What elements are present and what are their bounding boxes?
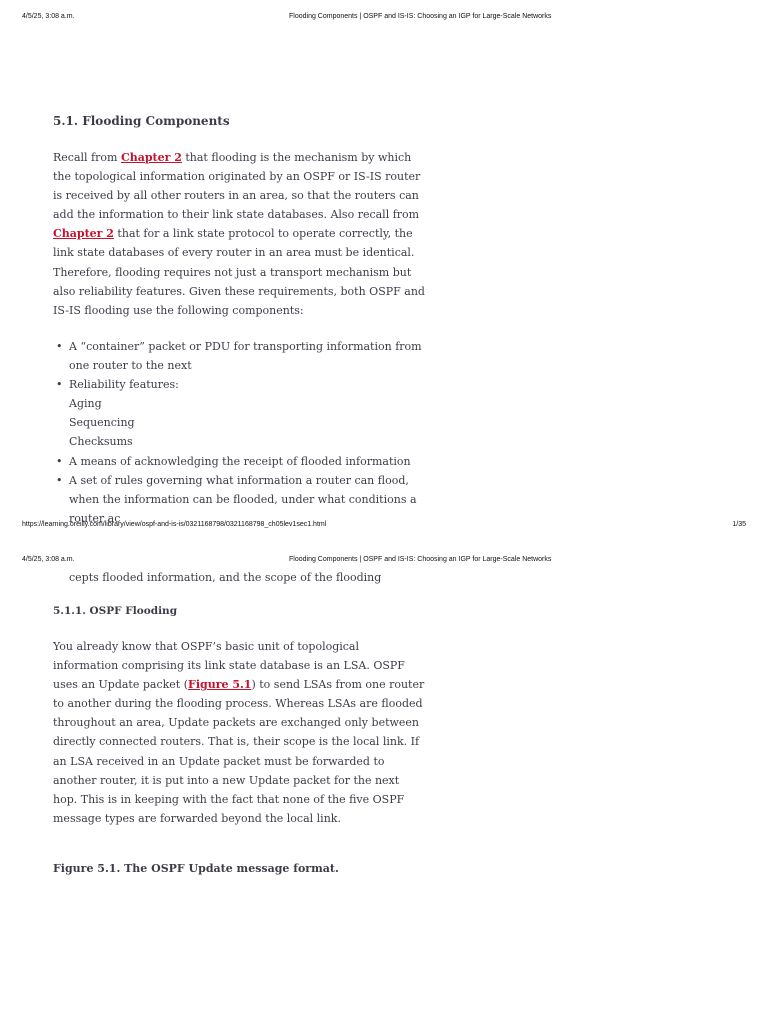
list-item-text: A set of rules governing what information a router can flood, when the information can be flooded, under what conditions a router ac (69, 473, 417, 525)
list-item: • A set of rules governing what information a router can flood, when the information can be flooded, under what conditions a router ac (56, 473, 417, 525)
print-page-title: Flooding Components | OSPF and IS-IS: Choosing an IGP for Large-Scale Networks (289, 556, 552, 563)
intro-paragraph (53, 148, 425, 320)
sub-item-sequencing: Sequencing (69, 416, 135, 430)
list-item: • A means of acknowledging the receipt of flooded information (56, 454, 411, 468)
print-page-title: Flooding Components | OSPF and IS-IS: Choosing an IGP for Large-Scale Networks (289, 13, 552, 20)
list-item-text: A means of acknowledging the receipt of flooded information (69, 454, 411, 468)
chapter-2-link-2[interactable]: Chapter 2 (53, 227, 114, 241)
sub-item-checksums: Checksums (69, 435, 133, 449)
section-title: 5.1. Flooding Components (53, 114, 230, 128)
figure-caption: Figure 5.1. The OSPF Update message format. (53, 862, 339, 875)
print-datetime: 4/5/25, 3:08 a.m. (22, 556, 75, 563)
list-item-continuation: cepts flooded information, and the scope of the flooding (69, 571, 382, 584)
intro-text-3: that for a link state protocol to operate correctly, the link state databases of every router in an area must be identical. Therefore, flooding requires not just a transport mechanism but also reliability features. Given these requirements, both OSPF and IS-IS flooding use the following components: (53, 227, 425, 317)
para-text-1: You already know that OSPF’s basic unit of topological information comprising its link state database is an LSA. OSPF uses an Update packet ( (53, 640, 405, 692)
chapter-2-link[interactable]: Chapter 2 (120, 151, 182, 164)
sub-item-aging: Aging (69, 397, 102, 411)
figure-5-1-link[interactable]: Figure 5.1 (188, 678, 252, 692)
print-header (0, 13, 768, 25)
list-item: • Reliability features: Aging Sequencing Checksums (53, 375, 425, 451)
list-item-text: A “container” packet or PDU for transporting information from one router to the next (69, 340, 422, 373)
print-footer (0, 521, 768, 533)
list-item: • A “container” packet or PDU for transporting information from one router to the next (56, 340, 422, 373)
print-url: https://learning.oreilly.com/library/view/ospf-and-is-is/0321168798/0321168798_ch05lev1sec1.html (22, 521, 327, 528)
intro-text-1: Recall from (53, 151, 121, 164)
intro-text-2: that flooding is the mechanism by which the topological information originated by an OSPF or IS-IS router is received by all other routers in an area, so that the routers can add the information to their link state databases. Also recall from (53, 151, 421, 222)
ospf-flooding-paragraph (53, 637, 425, 828)
list-item-text: Reliability features: (69, 378, 179, 392)
print-header-2 (0, 556, 768, 568)
print-page-number: 1/35 (732, 521, 746, 528)
print-datetime: 4/5/25, 3:08 a.m. (22, 13, 75, 20)
para-text-2: ) to send LSAs from one router to another during the flooding process. Whereas LSAs are flooded throughout an area, Update packets are exchanged only between directly connected routers. That is, their scope is the local link. If an LSA received in an Update packet must be forwarded to another router, it is put into a new Update packet for the next hop. This is in keeping with the fact that none of the five OSPF message types are forwarded beyond the local link. (53, 678, 425, 825)
subsection-title: 5.1.1. OSPF Flooding (53, 605, 178, 617)
